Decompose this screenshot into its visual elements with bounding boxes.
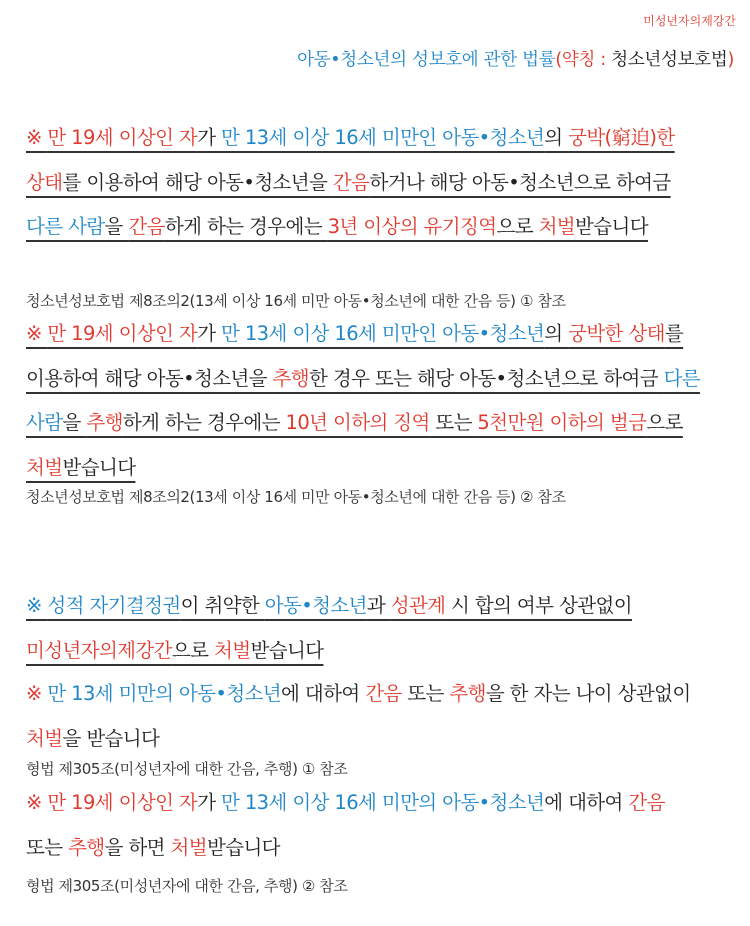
text-segment: 가 — [197, 126, 222, 149]
text-segment: ※ — [26, 126, 48, 149]
text-segment: 추행 — [86, 411, 123, 434]
text-segment: 으로 — [496, 215, 539, 238]
text-segment: 가 — [197, 322, 222, 345]
text-segment: 에 대하여 — [281, 682, 366, 705]
text-segment: 의 — [544, 126, 569, 149]
text-segment: 성적 자기결정권 — [47, 594, 181, 617]
text-segment: 궁박(窮迫)한 상태 — [26, 126, 675, 194]
text-segment: 미성년자의제강간 — [26, 638, 172, 662]
text-segment: 다른 사람 — [26, 366, 701, 434]
text-segment: 또는 — [401, 682, 450, 705]
text-segment: 3년 이상의 유기징역 — [327, 215, 497, 238]
text-segment: ※ — [26, 594, 48, 617]
text-segment: 이 취약한 — [180, 594, 265, 617]
text-segment: 으로 — [646, 411, 683, 434]
text-segment: ※ — [26, 322, 48, 345]
law-name: 아동•청소년의 성보호에 관한 법률 — [297, 50, 556, 70]
law-abbr-open: (약칭 : — [555, 50, 612, 70]
text-segment: 간음 — [628, 791, 665, 814]
text-segment: 추행 — [449, 682, 486, 705]
text-segment: 만 19세 이상인 자 — [47, 791, 198, 814]
text-segment: 궁박한 상태 — [568, 322, 665, 345]
text-segment: 하게 하는 경우에는 — [164, 215, 328, 238]
text-segment: 만 19세 이상인 자 — [47, 322, 198, 345]
provision-paragraph-3 — [26, 584, 702, 674]
text-segment: 을 한 자는 나이 상관없이 — [485, 682, 691, 705]
law-abbr: 청소년성보호법 — [611, 50, 728, 70]
text-segment: 받습니다 — [206, 835, 280, 859]
reference-2: 청소년성보호법 제8조의2(13세 이상 16세 미만 아동•청소년에 대한 간음 등) ② 참조 — [26, 488, 566, 506]
text-segment: 10년 이하의 징역 — [285, 411, 430, 434]
text-segment: 아동•청소년 — [264, 594, 367, 617]
text-segment: 받습니다 — [62, 455, 136, 479]
text-segment: 하게 하는 경우에는 — [122, 411, 286, 434]
text-segment: 만 13세 이상 16세 미만의 아동•청소년 — [221, 791, 545, 814]
text-segment: 시 합의 여부 상관없이 — [445, 594, 632, 617]
text-segment: 만 13세 이상 16세 미만인 아동•청소년 — [221, 322, 545, 345]
reference-4: 형법 제305조(미성년자에 대한 간음, 추행) ② 참조 — [26, 877, 348, 895]
text-segment: 을 하면 — [104, 835, 171, 859]
text-segment: 으로 — [171, 638, 214, 662]
text-segment: 간음 — [332, 170, 370, 194]
text-segment: 성관계 — [390, 594, 446, 617]
blog-tag: 미성년자의제강간 — [643, 14, 736, 28]
text-segment: 한 경우 또는 해당 아동•청소년으로 하여금 — [309, 366, 664, 390]
text-segment: 받습니다 — [250, 638, 324, 662]
text-segment: 5천만원 이하의 벌금 — [477, 411, 647, 434]
provision-paragraph-4 — [26, 672, 702, 762]
text-segment: ※ — [26, 791, 48, 814]
reference-1: 청소년성보호법 제8조의2(13세 이상 16세 미만 아동•청소년에 대한 간음 등) ① 참조 — [26, 292, 566, 310]
reference-3: 형법 제305조(미성년자에 대한 간음, 추행) ① 참조 — [26, 760, 348, 778]
text-segment: 추행 — [272, 366, 310, 390]
law-abbr-close: ) — [727, 50, 734, 70]
text-segment: 처벌 — [26, 726, 63, 750]
text-segment: 또는 — [429, 411, 478, 434]
text-segment: 처벌 — [538, 215, 576, 238]
text-segment: 처벌 — [26, 455, 63, 479]
text-segment: 에 대하여 — [544, 791, 629, 814]
text-segment: 을 — [62, 411, 87, 434]
text-segment: 를 이용하여 해당 아동•청소년을 — [62, 170, 333, 194]
text-segment: 또는 — [26, 835, 69, 859]
text-segment: ※ — [26, 682, 48, 705]
text-segment: 의 — [544, 322, 569, 345]
text-segment: 하거나 해당 아동•청소년으로 하여금 — [369, 170, 671, 194]
law-title — [297, 46, 734, 71]
text-segment: 받습니다 — [575, 215, 648, 238]
text-segment: 만 19세 이상인 자 — [47, 126, 198, 149]
text-segment: 을 받습니다 — [62, 726, 160, 750]
provision-paragraph-2 — [26, 312, 702, 492]
text-segment: 처벌 — [170, 835, 207, 859]
text-segment: 과 — [366, 594, 391, 617]
text-segment: 만 13세 이상 16세 미만인 아동•청소년 — [221, 126, 545, 149]
text-segment: 을 — [104, 215, 129, 238]
text-segment: 추행 — [68, 835, 105, 859]
provision-paragraph-1 — [26, 116, 702, 296]
text-segment: 가 — [197, 791, 222, 814]
text-segment: 를 이용하여 해당 아동•청소년을 — [26, 322, 684, 390]
text-segment: 간음 — [128, 215, 165, 238]
text-segment: 만 13세 미만의 아동•청소년 — [47, 682, 282, 705]
provision-paragraph-5 — [26, 781, 702, 871]
text-segment: 간음 — [365, 682, 402, 705]
text-segment: 처벌 — [213, 638, 251, 662]
text-segment: 다른 사람 — [26, 215, 105, 238]
